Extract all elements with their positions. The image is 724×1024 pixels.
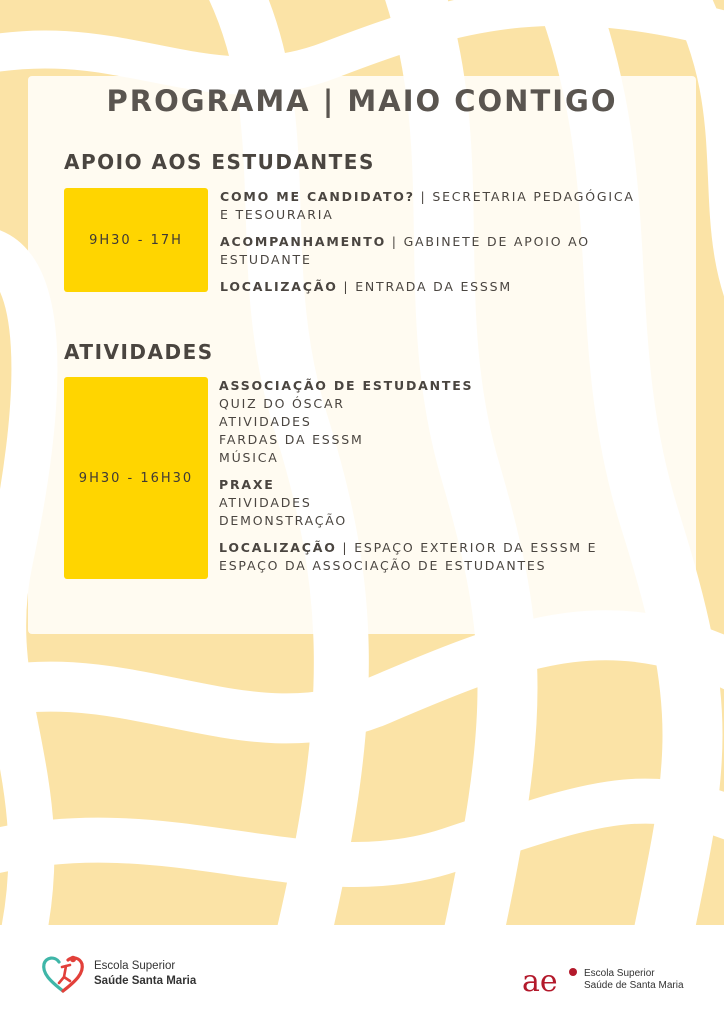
item-label: ACOMPANHAMENTO xyxy=(220,234,386,249)
item-label: LOCALIZAÇÃO xyxy=(219,540,337,555)
apoio-details xyxy=(220,188,690,305)
atividades-details xyxy=(219,377,689,584)
separator: | xyxy=(336,540,355,555)
item-text: DEMONSTRAÇÃO xyxy=(219,513,348,528)
separator: | xyxy=(337,279,356,294)
logo-line2: Saúde de Santa Maria xyxy=(584,980,684,991)
list-item xyxy=(219,476,689,530)
item-text: ATIVIDADES xyxy=(219,414,312,429)
list-item xyxy=(220,188,690,224)
logo-ae xyxy=(522,964,684,996)
time-box-apoio xyxy=(64,188,208,292)
item-text: ESPAÇO DA ASSOCIAÇÃO DE ESTUDANTES xyxy=(219,558,547,573)
item-text: ESPAÇO EXTERIOR DA ESSSM E xyxy=(354,540,598,555)
list-item xyxy=(220,233,690,269)
time-box-atividades xyxy=(64,377,208,579)
list-item xyxy=(219,377,689,467)
item-text: SECRETARIA PEDAGÓGICA xyxy=(432,189,635,204)
item-label: ASSOCIAÇÃO DE ESTUDANTES xyxy=(219,378,474,393)
item-label: PRAXE xyxy=(219,477,275,492)
item-text: GABINETE DE APOIO AO xyxy=(403,234,590,249)
ae-mark: ae xyxy=(522,964,558,996)
item-text: E TESOURARIA xyxy=(220,207,334,222)
item-text: ATIVIDADES xyxy=(219,495,312,510)
logo-essm xyxy=(40,953,196,995)
section-heading-apoio: APOIO AOS ESTUDANTES xyxy=(64,150,375,174)
item-text: QUIZ DO ÓSCAR xyxy=(219,396,345,411)
list-item xyxy=(220,278,690,296)
separator: | xyxy=(386,234,404,249)
logo-line2: Saúde Santa Maria xyxy=(94,975,197,987)
item-text: FARDAS DA ESSSM xyxy=(219,432,364,447)
time-label: 9H30 - 16H30 xyxy=(78,470,194,486)
list-item xyxy=(219,539,689,575)
logo-line1: Escola Superior xyxy=(584,968,655,979)
item-text: ENTRADA DA ESSSM xyxy=(355,279,512,294)
item-text: MÚSICA xyxy=(219,450,279,465)
page-title: PROGRAMA | MAIO CONTIGO xyxy=(106,84,618,118)
item-text: ESTUDANTE xyxy=(220,252,312,267)
logo-line1: Escola Superior xyxy=(94,960,176,972)
heart-figure-icon xyxy=(40,953,86,995)
item-label: COMO ME CANDIDATO? xyxy=(220,189,415,204)
time-label: 9H30 - 17H xyxy=(89,232,183,248)
ae-logo-icon xyxy=(522,964,578,996)
section-heading-atividades: ATIVIDADES xyxy=(64,340,214,364)
separator: | xyxy=(414,189,433,204)
item-label: LOCALIZAÇÃO xyxy=(220,279,338,294)
